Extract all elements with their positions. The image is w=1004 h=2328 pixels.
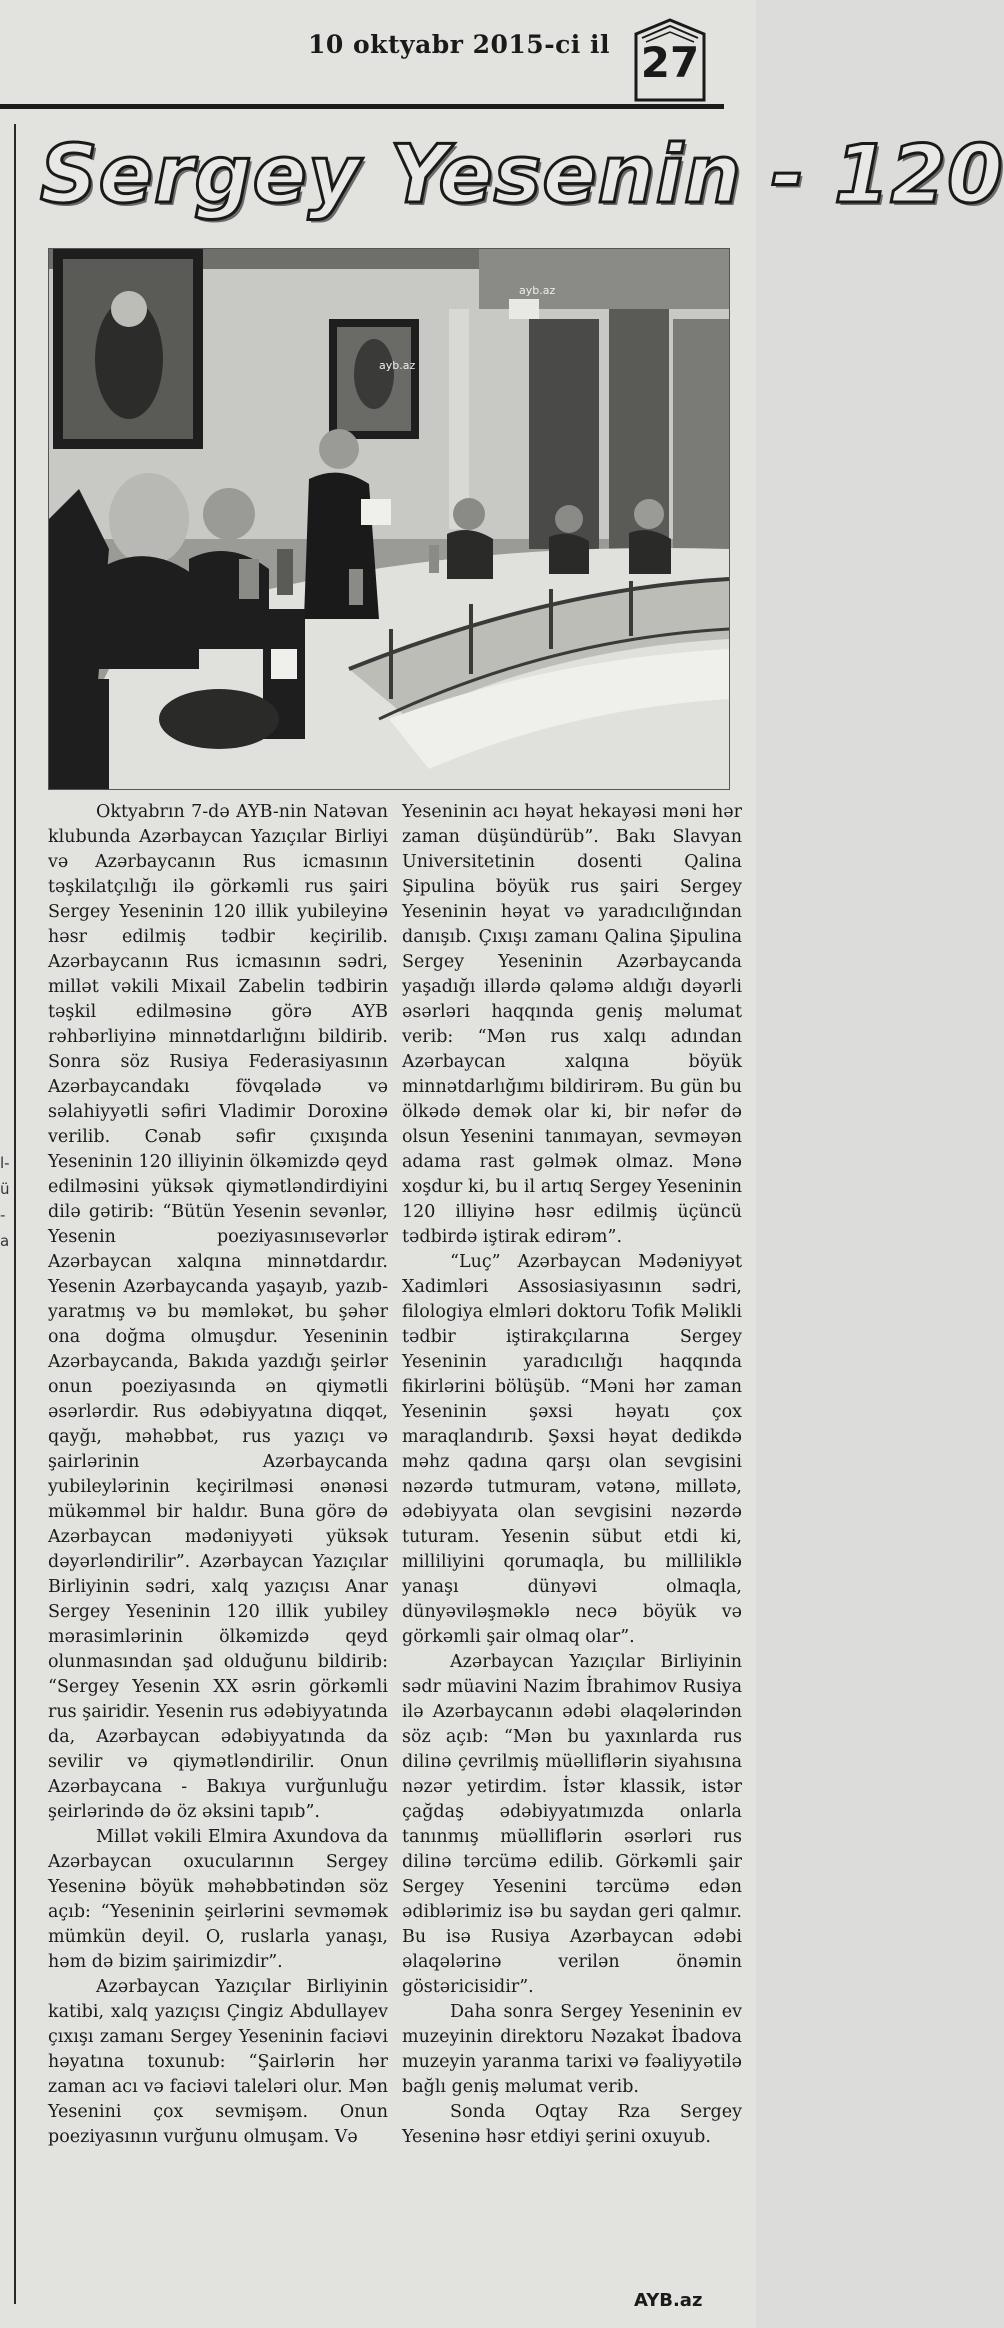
article-paragraph: “Luç” Azərbaycan Mədəniyyət Xadimləri Assosiasiyasının sədri, filologiya elmləri doktoru Tofik Məlikli tədbir iştirakçılarına Sergey Yeseninin yaradıcılığı haqqında fikirlərini bölüşüb. “Məni hər zaman Yeseninin şəxsi həyatı çox maraqlandırıb. Şəxsi həyat dedikdə məhz qadına qarşı olan sevgisini nəzərdə tutmuram, vətənə, millətə, ədəbiyyata olan sevgisini nəzərdə tuturam. Yesenin sübut etdi ki, milliliyini qorumaqla, bu milliliklə yanaşı dünyəvi olmaqla, dünyəviləşməklə necə böyük və görkəmli şair olmaq olar”. bbox=[402, 1252, 742, 1647]
article-column-right bbox=[402, 800, 742, 2150]
article-paragraph: Azərbaycan Yazıçılar Birliyinin sədr müavini Nazim İbrahimov Rusiya ilə Azərbaycanın ədəbi əlaqələrindən söz açıb: “Mən bu yaxınlarda rus dilinə çevrilmiş müəlliflərin siyahısına nəzər yetirdim. İstər klassik, istər çağdaş ədəbiyyatımızda onlarla tanınmış müəlliflərin əsərləri rus dilinə tərcümə edilib. Görkəmli şair Sergey Yesenini tərcümə edən ədiblərimiz isə bu saydan geri qalmır. Bu isə Rusiya Azərbaycan ədəbi əlaqələrinə verilən önəmin göstəricisidir”. bbox=[402, 1652, 742, 1997]
page-number: 27 bbox=[640, 38, 700, 87]
article-paragraph: Millət vəkili Elmira Axundova da Azərbaycan oxucularının Sergey Yeseninə böyük məhəbbətindən söz açıb: “Yeseninin şeirlərini sevməmək mümkün deyil. O, ruslarla yanaşı, həm də bizim şairimizdir”. bbox=[48, 1827, 388, 1972]
issue-date: 10 oktyabr 2015-ci il bbox=[308, 30, 610, 59]
page-number-badge bbox=[630, 14, 710, 104]
article-paragraph: Azərbaycan Yazıçılar Birliyinin katibi, xalq yazıçısı Çingiz Abdullayev çıxışı zamanı Sergey Yeseninin faciəvi həyatına toxunub: “Şairlərin hər zaman acı və faciəvi taleləri olur. Mən Yesenini çox sevmişəm. Onun poeziyasının vurğunu olmuşam. Və bbox=[48, 1977, 388, 2147]
article-paragraph: Sonda Oqtay Rza Sergey Yeseninə həsr etdiyi şerini oxuyub. bbox=[402, 2102, 742, 2147]
margin-fragment: l- bbox=[0, 1154, 10, 1172]
article-paragraph: Daha sonra Sergey Yeseninin ev muzeyinin direktoru Nəzakət İbadova muzeyin yaranma tarixi və fəaliyyətilə bağlı geniş məlumat verib. bbox=[402, 2002, 742, 2097]
article-paragraph: Yeseninin acı həyat hekayəsi məni hər zaman düşündürüb”. Bakı Slavyan Universitetinin dosenti Qalina Şipulina böyük rus şairi Sergey Yeseninin həyat və yaradıcılığından danışıb. Çıxışı zamanı Qalina Şipulina Sergey Yeseninin Azərbaycanda yaşadığı illərdə qələmə aldığı dəyərli əsərləri haqqında geniş məlumat verib: “Mən rus xalqı adından Azərbaycan xalqına böyük minnətdarlığımı bildirirəm. Bu gün bu ölkədə demək olar ki, bir nəfər də olsun Yesenini tanımayan, sevməyən adama rast gəlmək olmaz. Mənə xoşdur ki, bu il artıq Sergey Yeseninin 120 illiyinə həsr edilmiş üçüncü tədbirdə iştirak edirəm”. bbox=[402, 802, 742, 1247]
margin-fragment: ü bbox=[0, 1180, 10, 1198]
photo-watermark: ayb.az bbox=[379, 359, 416, 372]
article-title: Sergey Yesenin - 120 bbox=[40, 128, 1004, 221]
margin-fragment: - bbox=[0, 1206, 6, 1224]
photo-watermark: ayb.az bbox=[519, 284, 556, 297]
column-divider-rule bbox=[14, 124, 16, 2304]
margin-fragment: a bbox=[0, 1232, 10, 1250]
header-rule bbox=[0, 104, 724, 109]
page-header bbox=[0, 0, 756, 110]
margin-fragments bbox=[0, 1150, 12, 1254]
article-paragraph: Oktyabrın 7-də AYB-nin Natəvan klubunda Azərbaycan Yazıçılar Birliyi və Azərbaycanın Rus icmasının təşkilatçılığı ilə görkəmli rus şairi Sergey Yeseninin 120 illik yubileyinə həsr edilmiş tədbir keçirilib. Azərbaycanın Rus icmasının sədri, millət vəkili Mixail Zabelin tədbirin təşkil edilməsinə görə AYB rəhbərliyinə minnətdarlığını bildirib. Sonra söz Rusiya Federasiyasının Azərbaycandakı fövqəladə və səlahiyyətli səfiri Vladimir Doroxinə verilib. Cənab səfir çıxışında Yeseninin 120 illiyinin ölkəmizdə qeyd edilməsini yüksək qiymətləndirdiyini dilə gətirib: “Bütün Yesenin sevənlər, Yesenin poeziyasınısevərlər Azərbaycan xalqına minnətdardır. Yesenin Azərbaycanda yaşayıb, yazıb-yaratmış və bu məmləkət, bu şəhər ona doğma olmuşdur. Yeseninin Azərbaycanda, Bakıda yazdığı şeirlər onun poeziyasında ən qiymətli əsərlərdir. Rus ədəbiyyatına diqqət, qayğı, məhəbbət, rus yazıçı və şairlərinin Azərbaycanda yubileylərinin keçirilməsi ənənəsi mükəmməl bir haldır. Buna görə də Azərbaycan mədəniyyəti yüksək dəyərləndirilir”. Azərbaycan Yazıçılar Birliyinin sədri, xalq yazıçısı Anar Sergey Yeseninin 120 illik yubiley mərasimlərinin ölkəmizdə qeyd olunmasından şad olduğunu bildirib: “Sergey Yesenin XX əsrin görkəmli rus şairidir. Yesenin rus ədəbiyyatında da, Azərbaycan ədəbiyyatında da sevilir və qiymətləndirilir. Onun Azərbaycana - Bakıya vurğunluğu şeirlərində də öz əksini tapıb”. bbox=[48, 802, 388, 1822]
event-photo bbox=[48, 248, 730, 790]
article-column-left bbox=[48, 800, 388, 2150]
article-credit: AYB.az bbox=[634, 2290, 703, 2311]
article-body bbox=[40, 800, 740, 2300]
event-photo-illustration bbox=[49, 249, 729, 789]
